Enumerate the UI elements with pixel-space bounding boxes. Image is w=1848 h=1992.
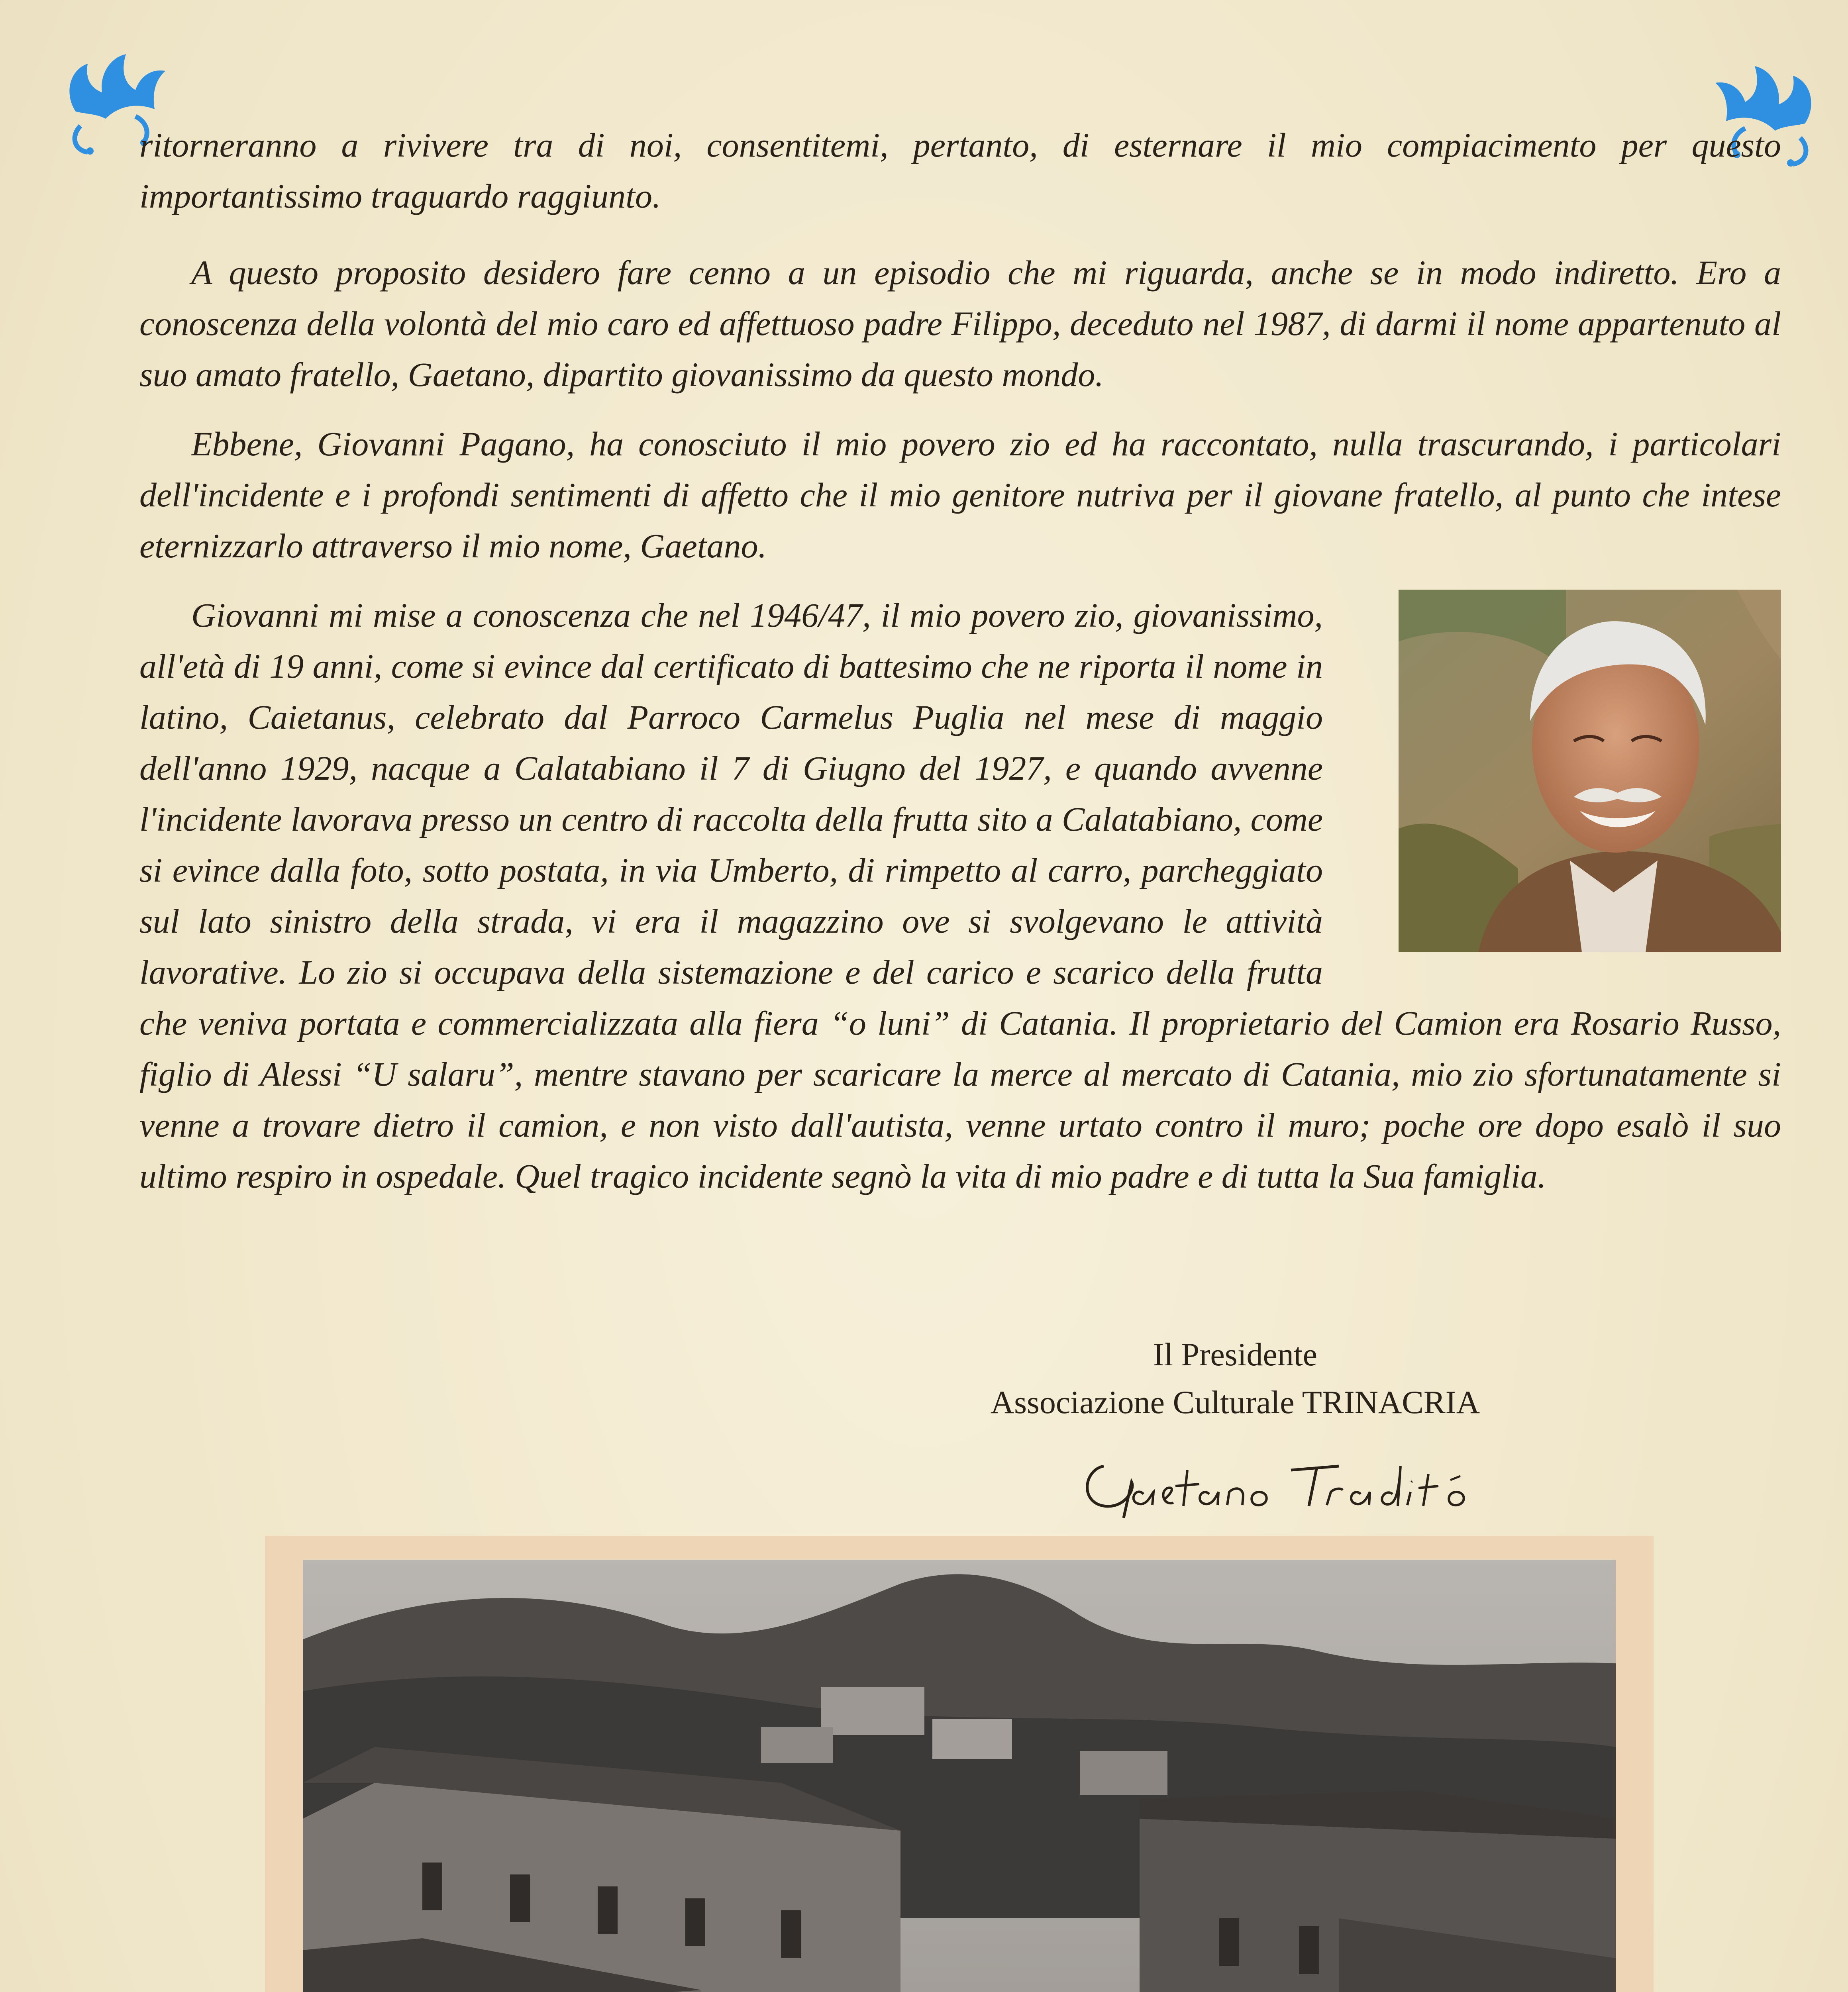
historic-street-photo xyxy=(303,1560,1616,1992)
paragraph-with-photo xyxy=(139,590,1781,1202)
paragraph: Ebbene, Giovanni Pagano, ha conosciuto il mio povero zio ed ha raccontato, nulla trascurando, i particolari dell'incidente e i profondi sentimenti di affetto che il mio genitore nutriva per il giovane fratello, al punto che intese eternizzarlo attraverso il mio nome, Gaetano. xyxy=(139,425,1781,565)
signatory-title: Il Presidente xyxy=(1153,1336,1318,1372)
signatory-organization: Associazione Culturale TRINACRIA xyxy=(990,1384,1480,1420)
paragraph-text: Giovanni mi mise a conoscenza che nel 1946/47, il mio povero zio, giovanissimo, all'età di 19 anni, come si evince dal certificato di battesimo che ne riporta il nome in latino, Caietanus, celebrato dal Parroco Carmelus Puglia nel mese di maggio dell'anno 1929, nacque a Calatabiano il 7 di Giugno del 1927, e quando avvenne l'incidente lavorava presso un centro di raccolta della frutta sito a Calatabiano, come si evince dalla foto, sotto postata, in via Umberto, di rimpetto al carro, parcheggiato sul lato sinistro della strada, vi era il magazzino ove si svolgevano le attività lavorative. Lo zio si occupava della sistemazione e del carico e scarico della frutta che veniva portata e commercializzata alla fiera “o luni” di Catania. Il proprietario del Camion era Rosario Russo, figlio di Alessi “U salaru”, mentre stavano per scaricare la merce al mercato di Catania, mio zio sfortunatamente si venne a trovare dietro il camion, e non visto dall'autista, venne urtato contro il muro; poche ore dopo esalò il suo ultimo respiro in ospedale. Quel tragico incidente segnò la vita di mio padre e di tutta la Sua famiglia. xyxy=(139,596,1781,1195)
postcard xyxy=(265,1536,1654,1992)
paragraph: A questo proposito desidero fare cenno a un episodio che mi riguarda, anche se in modo indiretto. Ero a conoscenza della volontà del mio caro ed affettuoso padre Filippo, deceduto nel 1987, di darmi il nome appartenuto al suo amato fratello, Gaetano, dipartito giovanissimo da questo mondo. xyxy=(139,253,1781,394)
portrait-photo xyxy=(1347,590,1781,952)
paragraph: ritorneranno a rivivere tra di noi, consentitemi, pertanto, di esternare il mio compiacimento per questo importantissimo traguardo raggiunto. xyxy=(139,126,1781,215)
handwritten-signature xyxy=(1068,1442,1506,1534)
signature-block xyxy=(916,1331,1554,1426)
